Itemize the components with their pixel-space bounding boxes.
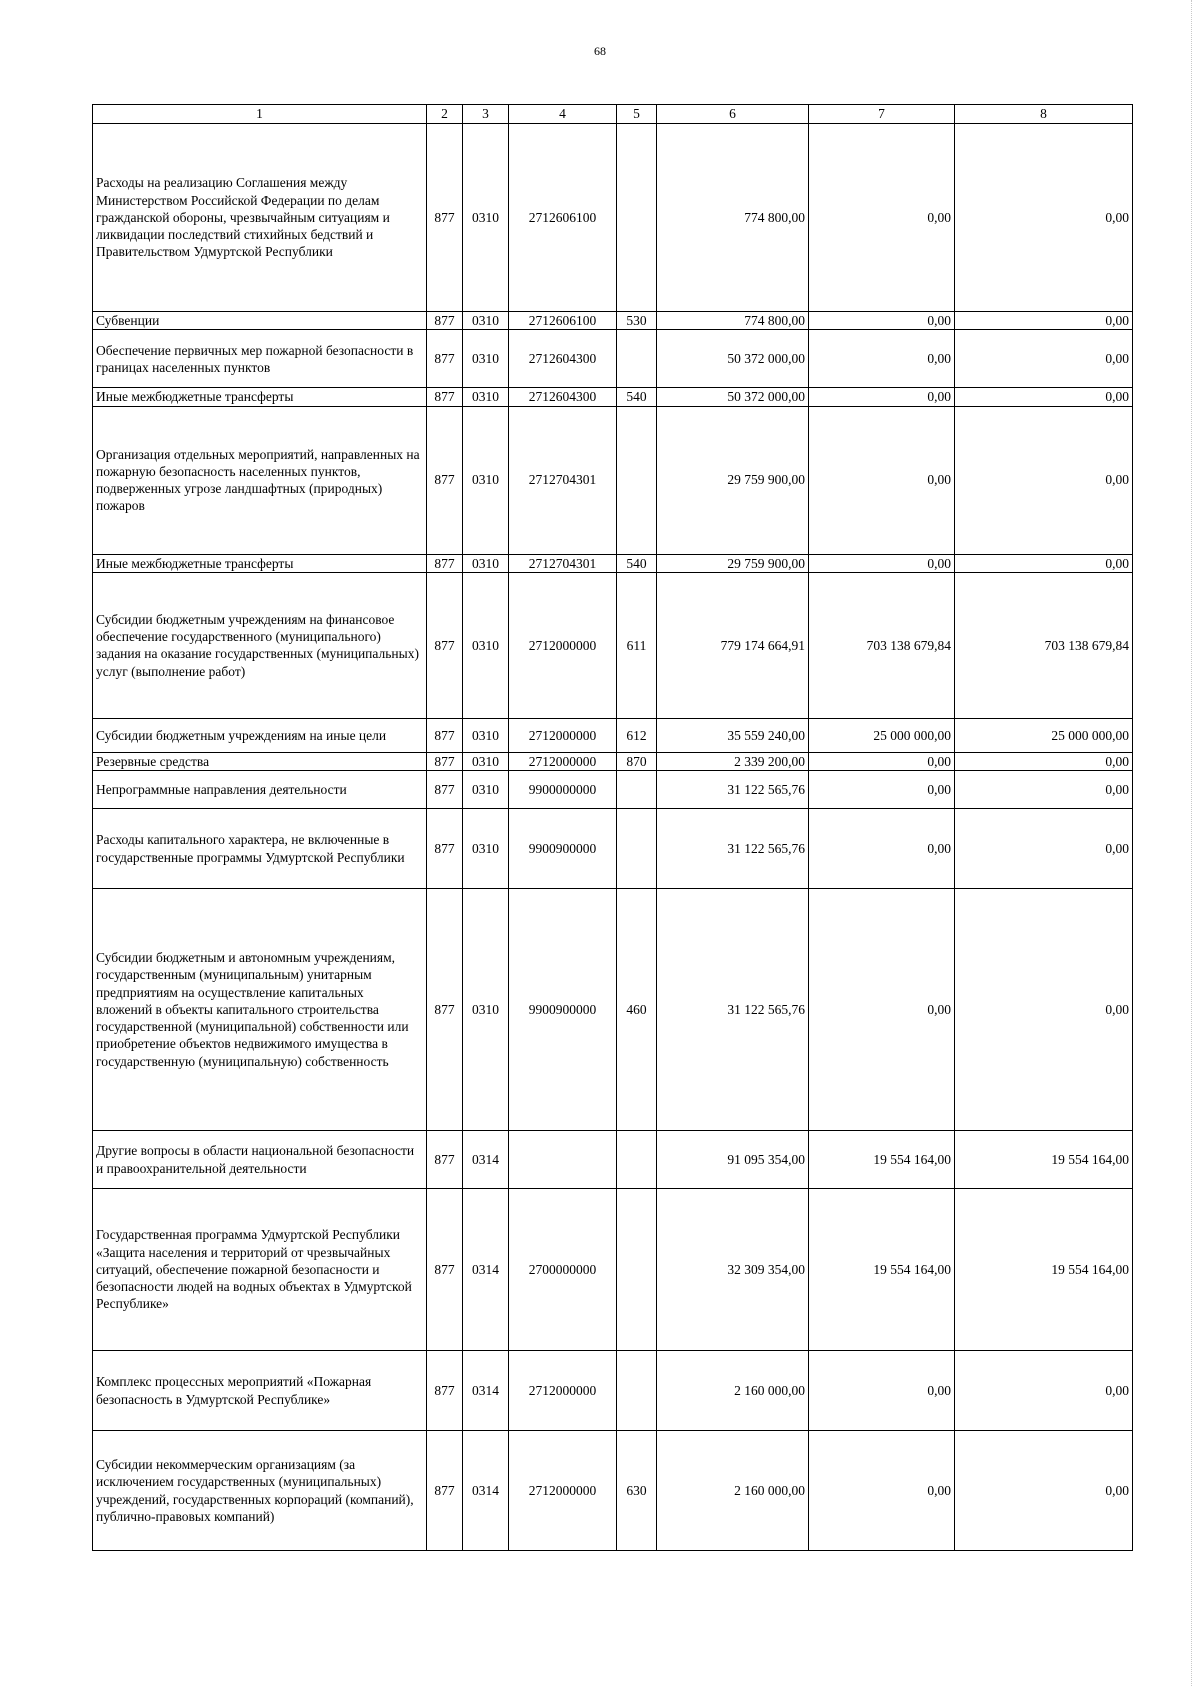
cell-amount-7: 19 554 164,00 <box>809 1131 955 1189</box>
cell-section-code: 0310 <box>463 809 509 889</box>
cell-expense-type: 630 <box>617 1431 657 1551</box>
cell-target-article: 2712704301 <box>509 554 617 572</box>
cell-admin-code: 877 <box>427 752 463 770</box>
cell-target-article: 2712000000 <box>509 572 617 718</box>
cell-section-code: 0310 <box>463 388 509 406</box>
cell-section-code: 0314 <box>463 1351 509 1431</box>
cell-amount-6: 2 160 000,00 <box>657 1431 809 1551</box>
cell-amount-8: 0,00 <box>955 1431 1133 1551</box>
cell-amount-6: 50 372 000,00 <box>657 388 809 406</box>
cell-target-article: 2712604300 <box>509 388 617 406</box>
cell-expense-type <box>617 809 657 889</box>
cell-amount-6: 35 559 240,00 <box>657 718 809 752</box>
cell-amount-8: 703 138 679,84 <box>955 572 1133 718</box>
cell-amount-7: 0,00 <box>809 406 955 554</box>
cell-admin-code: 877 <box>427 1351 463 1431</box>
cell-amount-6: 50 372 000,00 <box>657 330 809 388</box>
cell-target-article: 2712606100 <box>509 124 617 312</box>
cell-amount-8: 0,00 <box>955 124 1133 312</box>
cell-amount-7: 0,00 <box>809 771 955 809</box>
table-row <box>93 1431 1133 1551</box>
cell-amount-6: 779 174 664,91 <box>657 572 809 718</box>
row-name: Комплекс процессных мероприятий «Пожарная безопасность в Удмуртской Республике» <box>93 1351 427 1431</box>
cell-amount-7: 0,00 <box>809 554 955 572</box>
row-name: Непрограммные направления деятельности <box>93 771 427 809</box>
cell-amount-8: 0,00 <box>955 554 1133 572</box>
cell-section-code: 0310 <box>463 752 509 770</box>
col-header-2: 2 <box>427 105 463 124</box>
cell-expense-type: 530 <box>617 312 657 330</box>
cell-amount-8: 19 554 164,00 <box>955 1131 1133 1189</box>
cell-admin-code: 877 <box>427 330 463 388</box>
cell-target-article: 2712000000 <box>509 718 617 752</box>
cell-expense-type: 540 <box>617 388 657 406</box>
cell-section-code: 0310 <box>463 312 509 330</box>
col-header-8: 8 <box>955 105 1133 124</box>
row-name: Резервные средства <box>93 752 427 770</box>
cell-amount-8: 19 554 164,00 <box>955 1189 1133 1351</box>
col-header-4: 4 <box>509 105 617 124</box>
cell-expense-type <box>617 1351 657 1431</box>
table-row <box>93 1351 1133 1431</box>
cell-admin-code: 877 <box>427 312 463 330</box>
cell-section-code: 0310 <box>463 406 509 554</box>
cell-amount-6: 32 309 354,00 <box>657 1189 809 1351</box>
row-name: Субсидии бюджетным учреждениям на иные цели <box>93 718 427 752</box>
table-row <box>93 124 1133 312</box>
cell-amount-8: 0,00 <box>955 1351 1133 1431</box>
cell-expense-type <box>617 1131 657 1189</box>
col-header-7: 7 <box>809 105 955 124</box>
cell-admin-code: 877 <box>427 388 463 406</box>
cell-amount-6: 31 122 565,76 <box>657 771 809 809</box>
cell-amount-7: 0,00 <box>809 124 955 312</box>
cell-amount-6: 774 800,00 <box>657 312 809 330</box>
cell-admin-code: 877 <box>427 406 463 554</box>
cell-expense-type: 870 <box>617 752 657 770</box>
cell-amount-8: 0,00 <box>955 809 1133 889</box>
cell-admin-code: 877 <box>427 889 463 1131</box>
page-number: 68 <box>594 44 606 58</box>
cell-target-article <box>509 1131 617 1189</box>
cell-target-article: 9900900000 <box>509 809 617 889</box>
cell-amount-7: 0,00 <box>809 312 955 330</box>
row-name: Обеспечение первичных мер пожарной безопасности в границах населенных пунктов <box>93 330 427 388</box>
cell-amount-6: 29 759 900,00 <box>657 406 809 554</box>
cell-section-code: 0310 <box>463 572 509 718</box>
budget-table <box>92 104 1133 1551</box>
cell-admin-code: 877 <box>427 1189 463 1351</box>
cell-expense-type <box>617 771 657 809</box>
cell-amount-7: 0,00 <box>809 1431 955 1551</box>
cell-amount-6: 91 095 354,00 <box>657 1131 809 1189</box>
cell-target-article: 2700000000 <box>509 1189 617 1351</box>
cell-amount-8: 0,00 <box>955 889 1133 1131</box>
cell-expense-type <box>617 406 657 554</box>
cell-amount-8: 0,00 <box>955 312 1133 330</box>
col-header-1: 1 <box>93 105 427 124</box>
cell-admin-code: 877 <box>427 572 463 718</box>
cell-amount-8: 25 000 000,00 <box>955 718 1133 752</box>
table-row <box>93 718 1133 752</box>
row-name: Иные межбюджетные трансферты <box>93 388 427 406</box>
cell-target-article: 2712000000 <box>509 752 617 770</box>
cell-expense-type <box>617 1189 657 1351</box>
cell-amount-6: 31 122 565,76 <box>657 889 809 1131</box>
cell-amount-7: 0,00 <box>809 388 955 406</box>
row-name: Расходы на реализацию Соглашения между Министерством Российской Федерации по делам гражданской обороны, чрезвычайным ситуациям и ликвидации последствий стихийных бедствий и Правительством Удмуртской Республики <box>93 124 427 312</box>
cell-section-code: 0314 <box>463 1131 509 1189</box>
table-row <box>93 752 1133 770</box>
cell-section-code: 0310 <box>463 554 509 572</box>
cell-target-article: 2712606100 <box>509 312 617 330</box>
row-name: Субвенции <box>93 312 427 330</box>
table-row <box>93 1189 1133 1351</box>
cell-amount-6: 2 160 000,00 <box>657 1351 809 1431</box>
header-row <box>93 105 1133 124</box>
cell-expense-type <box>617 124 657 312</box>
cell-admin-code: 877 <box>427 809 463 889</box>
table-row <box>93 572 1133 718</box>
cell-amount-8: 0,00 <box>955 406 1133 554</box>
cell-expense-type <box>617 330 657 388</box>
col-header-6: 6 <box>657 105 809 124</box>
cell-section-code: 0314 <box>463 1189 509 1351</box>
cell-expense-type: 460 <box>617 889 657 1131</box>
table-row <box>93 554 1133 572</box>
cell-amount-7: 19 554 164,00 <box>809 1189 955 1351</box>
cell-amount-7: 0,00 <box>809 889 955 1131</box>
cell-amount-8: 0,00 <box>955 771 1133 809</box>
table-row <box>93 406 1133 554</box>
row-name: Иные межбюджетные трансферты <box>93 554 427 572</box>
cell-admin-code: 877 <box>427 1431 463 1551</box>
cell-amount-7: 703 138 679,84 <box>809 572 955 718</box>
row-name: Организация отдельных мероприятий, направленных на пожарную безопасность населенных пунктов, подверженных угрозе ландшафтных (природных) пожаров <box>93 406 427 554</box>
cell-expense-type: 540 <box>617 554 657 572</box>
table-row <box>93 312 1133 330</box>
row-name: Расходы капитального характера, не включенные в государственные программы Удмуртской Республики <box>93 809 427 889</box>
cell-section-code: 0314 <box>463 1431 509 1551</box>
table-row <box>93 1131 1133 1189</box>
cell-admin-code: 877 <box>427 124 463 312</box>
cell-section-code: 0310 <box>463 771 509 809</box>
cell-target-article: 2712000000 <box>509 1351 617 1431</box>
cell-target-article: 9900000000 <box>509 771 617 809</box>
table-row <box>93 388 1133 406</box>
scan-edge-line <box>1190 0 1192 1686</box>
cell-amount-8: 0,00 <box>955 330 1133 388</box>
cell-amount-7: 0,00 <box>809 809 955 889</box>
cell-section-code: 0310 <box>463 124 509 312</box>
cell-amount-7: 0,00 <box>809 1351 955 1431</box>
cell-amount-7: 0,00 <box>809 330 955 388</box>
cell-amount-6: 31 122 565,76 <box>657 809 809 889</box>
cell-section-code: 0310 <box>463 718 509 752</box>
table-row <box>93 889 1133 1131</box>
row-name: Государственная программа Удмуртской Республики «Защита населения и территорий от чрезвычайных ситуаций, обеспечение пожарной безопасности и безопасности людей на водных объектах в Удмуртской Республике» <box>93 1189 427 1351</box>
cell-amount-6: 2 339 200,00 <box>657 752 809 770</box>
cell-expense-type: 612 <box>617 718 657 752</box>
table-row <box>93 771 1133 809</box>
row-name: Субсидии бюджетным и автономным учреждениям, государственным (муниципальным) унитарным предприятиям на осуществление капитальных вложений в объекты капитального строительства государственной (муниципальной) собственности или приобретение объектов недвижимого имущества в государственную (муниципальную) собственность <box>93 889 427 1131</box>
cell-section-code: 0310 <box>463 889 509 1131</box>
table-row <box>93 809 1133 889</box>
cell-admin-code: 877 <box>427 554 463 572</box>
cell-amount-6: 29 759 900,00 <box>657 554 809 572</box>
cell-amount-7: 0,00 <box>809 752 955 770</box>
cell-amount-6: 774 800,00 <box>657 124 809 312</box>
cell-target-article: 9900900000 <box>509 889 617 1131</box>
cell-expense-type: 611 <box>617 572 657 718</box>
table-row <box>93 330 1133 388</box>
cell-admin-code: 877 <box>427 771 463 809</box>
col-header-5: 5 <box>617 105 657 124</box>
cell-target-article: 2712604300 <box>509 330 617 388</box>
cell-admin-code: 877 <box>427 718 463 752</box>
cell-target-article: 2712000000 <box>509 1431 617 1551</box>
cell-section-code: 0310 <box>463 330 509 388</box>
col-header-3: 3 <box>463 105 509 124</box>
row-name: Субсидии некоммерческим организациям (за исключением государственных (муниципальных) учреждений, государственных корпораций (компаний), публично-правовых компаний) <box>93 1431 427 1551</box>
cell-admin-code: 877 <box>427 1131 463 1189</box>
cell-target-article: 2712704301 <box>509 406 617 554</box>
cell-amount-8: 0,00 <box>955 388 1133 406</box>
row-name: Другие вопросы в области национальной безопасности и правоохранительной деятельности <box>93 1131 427 1189</box>
cell-amount-8: 0,00 <box>955 752 1133 770</box>
row-name: Субсидии бюджетным учреждениям на финансовое обеспечение государственного (муниципального) задания на оказание государственных (муниципальных) услуг (выполнение работ) <box>93 572 427 718</box>
cell-amount-7: 25 000 000,00 <box>809 718 955 752</box>
